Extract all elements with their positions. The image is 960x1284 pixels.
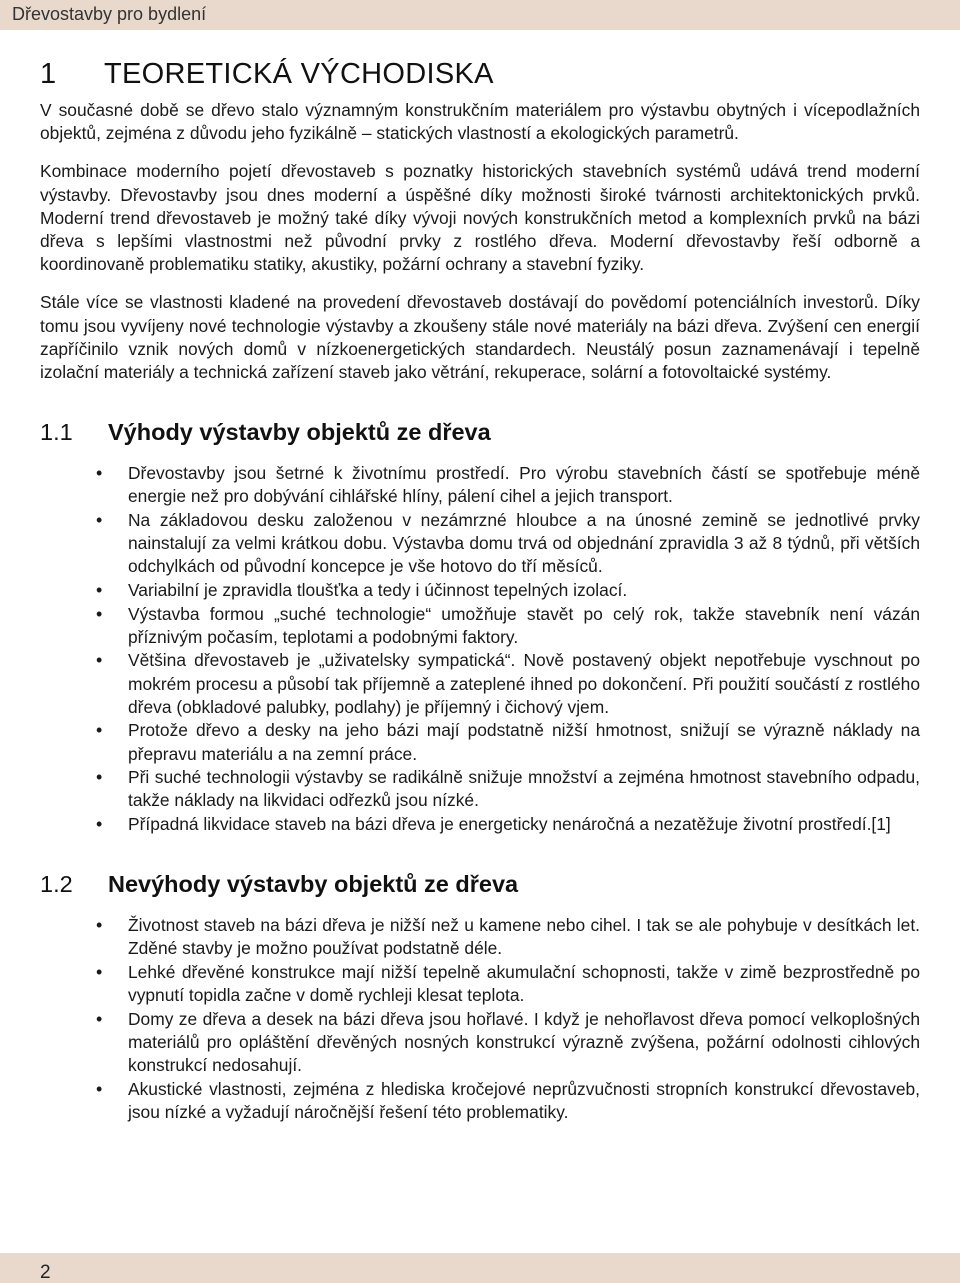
list-item: • Dřevostavby jsou šetrné k životnímu prostředí. Pro výrobu stavebních částí se spotřebuje méně energie než pro dobývání cihlářské hlíny, pálení cihel a jejich transport.: [40, 462, 920, 508]
list-item: • Variabilní je zpravidla tloušťka a tedy i účinnost tepelných izolací.: [40, 579, 920, 602]
intro-paragraph: V současné době se dřevo stalo významným konstrukčním materiálem pro výstavbu obytných i vícepodlažních objektů, zejména z důvodu jeho fyzikálně – statických vlastností a ekologických parametrů.: [40, 100, 920, 144]
combination-paragraph: Kombinace moderního pojetí dřevostaveb s poznatky historických stavebních systémů udává trend moderní výstavby. Dřevostavby jsou dnes moderní a úspěšné díky možnosti široké tvárnosti architektonických prvků. Moderní trend dřevostaveb je možný také díky vývoji nových konstrukčních metod a komplexních prvků na bázi dřeva s lepšími vlastnostmi než původní prvky z rostlého dřeva. Moderní dřevostavby řeší odborně a koordinovaně problematiku statiky, akustiky, požární ochrany a stavební fyziky.: [40, 161, 920, 275]
page-content: [40, 58, 920, 1124]
section-1-2-heading: [40, 871, 920, 898]
header-bar: [0, 0, 960, 30]
list-item: • Domy ze dřeva a desek na bázi dřeva jsou hořlavé. I když je nehořlavost dřeva pomocí velkoplošných materiálů pro opláštění dřevěných nosných konstrukcí výrazně zvýšena, požární odolnosti cihlových konstrukcí nedosahují.: [40, 1008, 920, 1078]
list-item: • Případná likvidace staveb na bázi dřeva je energeticky nenáročná a nezatěžuje životní prostředí.[1]: [40, 813, 920, 836]
investors-paragraph: Stále více se vlastnosti kladené na provedení dřevostaveb dostávají do povědomí potenciálních investorů. Díky tomu jsou vyvíjeny nové technologie výstavby a zkoušeny stále nové materiály na bázi dřeva. Zvýšení cen energií zapříčinilo vznik nových domů v nízkoenergetických standardech. Neustálý posun zaznamenávají i tepelně izolační materiály a technická zařízení staveb jako větrání, rekuperace, solární a fotovoltaické systémy.: [40, 292, 920, 383]
section-1-2-number: 1.2: [40, 871, 73, 898]
section-1-number: 1: [40, 58, 57, 90]
section-1-title: TEORETICKÁ VÝCHODISKA: [104, 58, 494, 90]
list-item: • Při suché technologii výstavby se radikálně snižuje množství a zejména hmotnost stavebního odpadu, takže náklady na likvidaci odřezků jsou nízké.: [40, 766, 920, 812]
list-item: • Na základovou desku založenou v nezámrzné hloubce a na únosné zemině se jednotlivé prvky nainstalují za velmi krátkou dobu. Výstavba domu trvá od objednání zpravidla 3 až 8 týdnů, při větších odchylkách od původní koncepce je vše hotovo do tří měsíců.: [40, 509, 920, 579]
list-item: • Výstavba formou „suché technologie“ umožňuje stavět po celý rok, takže stavebník není vázán příznivým počasím, teplotami a podobnými faktory.: [40, 603, 920, 649]
section-1-1-title: Výhody výstavby objektů ze dřeva: [108, 419, 491, 446]
list-item: • Životnost staveb na bázi dřeva je nižší než u kamene nebo cihel. I tak se ale pohybuje v desítkách let. Zděné stavby je možno používat podstatně déle.: [40, 914, 920, 960]
section-1-1-number: 1.1: [40, 419, 73, 446]
list-item: • Protože dřevo a desky na jeho bázi mají podstatně nižší hmotnost, snižují se výrazně náklady na přepravu materiálu a na zemní práce.: [40, 719, 920, 765]
page-number: 2: [40, 1262, 51, 1283]
section-1-2-title: Nevýhody výstavby objektů ze dřeva: [108, 871, 519, 898]
section-1-heading: [40, 58, 920, 91]
section-1-1-heading: [40, 419, 920, 446]
advantages-list: [40, 462, 920, 836]
running-header-title: Dřevostavby pro bydlení: [12, 4, 207, 24]
list-item: • Lehké dřevěné konstrukce mají nižší tepelně akumulační schopnosti, takže v zimě bezprostředně po vypnutí topidla začne v domě rychleji klesat teplota.: [40, 961, 920, 1007]
disadvantages-list: [40, 914, 920, 1124]
footer-bar: [0, 1253, 960, 1283]
list-item: • Většina dřevostaveb je „uživatelsky sympatická“. Nově postavený objekt nepotřebuje vyschnout po mokrém procesu a působí tak příjemně a zateplené ihned po dokončení. Při použití součástí z rostlého dřeva (obkladové palubky, podlahy) je příjemný i čichový vjem.: [40, 649, 920, 719]
list-item: • Akustické vlastnosti, zejména z hlediska kročejové neprůzvučnosti stropních konstrukcí dřevostaveb, jsou nízké a vyžadují náročnější řešení této problematiky.: [40, 1078, 920, 1124]
